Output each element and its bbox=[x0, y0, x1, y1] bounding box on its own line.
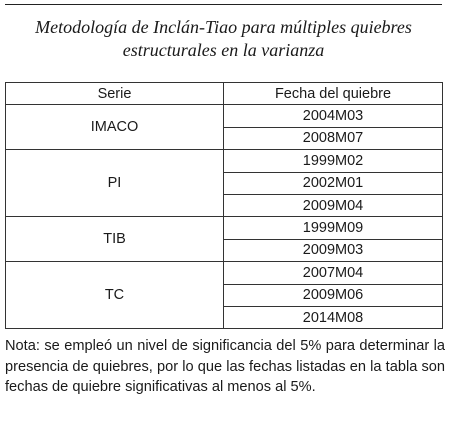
date-cell: 2007M04 bbox=[224, 262, 443, 284]
table-row bbox=[6, 262, 443, 284]
footnote: Nota: se empleó un nivel de significancia del 5% para determinar la presencia de quiebres, por lo que las fechas listadas en la tabla son fechas de quiebre significativas al menos al 5%. bbox=[5, 338, 445, 395]
table-row bbox=[6, 217, 443, 239]
serie-cell: PI bbox=[6, 150, 224, 217]
serie-cell: IMACO bbox=[6, 105, 224, 150]
top-rule bbox=[5, 4, 442, 5]
header-serie: Serie bbox=[6, 83, 224, 105]
date-cell: 2002M01 bbox=[224, 172, 443, 194]
date-cell: 1999M02 bbox=[224, 150, 443, 172]
serie-cell: TC bbox=[6, 262, 224, 329]
date-cell: 2009M06 bbox=[224, 284, 443, 306]
header-row bbox=[6, 83, 443, 105]
title-line-1: Metodología de Inclán-Tiao para múltiples quiebres bbox=[35, 17, 412, 37]
date-cell: 2004M03 bbox=[224, 105, 443, 127]
break-dates-table bbox=[5, 82, 443, 329]
table-title bbox=[5, 16, 442, 62]
serie-cell: TIB bbox=[6, 217, 224, 262]
title-line-2: estructurales en la varianza bbox=[122, 40, 325, 60]
date-cell: 2009M03 bbox=[224, 239, 443, 261]
table-row bbox=[6, 105, 443, 127]
header-fecha: Fecha del quiebre bbox=[224, 83, 443, 105]
date-cell: 1999M09 bbox=[224, 217, 443, 239]
table-row bbox=[6, 150, 443, 172]
date-cell: 2009M04 bbox=[224, 194, 443, 216]
date-cell: 2008M07 bbox=[224, 127, 443, 149]
date-cell: 2014M08 bbox=[224, 306, 443, 328]
